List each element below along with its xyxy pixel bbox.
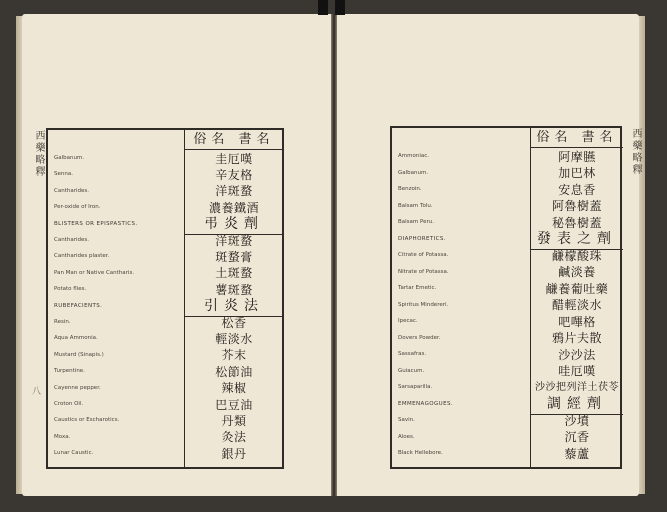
chinese-name: 醋輕淡水 [551, 298, 602, 312]
chinese-name: 鹻養葡吐藥 [545, 281, 609, 296]
english-name: EMMENAGOGUES. [398, 400, 454, 407]
chinese-name: 加巴林 [558, 166, 596, 180]
chinese-name: 安息香 [558, 182, 596, 197]
right-chinese-column [530, 128, 623, 467]
english-name: Lunar Caustic. [54, 450, 94, 457]
english-name: Cayenne pepper. [54, 384, 101, 391]
binding-clip-left [318, 0, 328, 15]
chinese-name: 濃養鐵酒 [208, 200, 259, 215]
english-name: Cantharides. [54, 237, 89, 243]
chinese-name: 吧嗶格 [558, 314, 596, 329]
english-name: Turpentine. [54, 368, 85, 375]
english-name: Nitrate of Potassa. [398, 268, 449, 275]
english-name: Moxa. [54, 433, 71, 440]
chinese-name: 圭厄嘆 [215, 151, 253, 166]
english-name: Per-oxide of Iron. [54, 204, 101, 211]
chinese-name: 阿摩臙 [558, 149, 596, 164]
english-name: Sarsaparilla. [398, 384, 433, 390]
chinese-name: 辛友格 [215, 167, 253, 182]
english-name: Cantharides plaster. [54, 253, 110, 260]
chinese-name: 洋斑蝥 [215, 184, 253, 199]
left-chinese-column [184, 130, 283, 467]
chinese-name: 引炎法 [185, 297, 283, 317]
chinese-name: 巴豆油 [215, 397, 253, 412]
left-table-header: 俗名 書名 [185, 130, 283, 150]
chinese-name: 松香 [221, 315, 247, 330]
english-name: Ammoniac. [398, 153, 429, 159]
english-name: Potato flies. [54, 286, 87, 293]
chinese-name: 輕淡水 [215, 331, 253, 346]
english-name: Aloes. [398, 433, 415, 440]
english-name: Tartar Emetic. [398, 285, 437, 291]
chinese-name: 秘魯樹蓋 [551, 215, 602, 230]
chinese-name: 土斑蝥 [215, 266, 253, 281]
chinese-name: 哇厄嘆 [558, 364, 596, 378]
chinese-name: 薯斑蝥 [215, 282, 253, 297]
english-name: Galbanum. [54, 155, 85, 161]
english-name: Cantharides. [54, 187, 89, 194]
chinese-name: 沙沙法 [558, 347, 596, 362]
chinese-name: 松節油 [215, 364, 253, 379]
english-name: Benzoin. [398, 186, 422, 192]
binding-clip-right [335, 0, 345, 15]
english-name: Resin. [54, 319, 71, 325]
english-name: Black Hellebore. [398, 450, 443, 456]
english-name: Croton Oil. [54, 401, 84, 407]
chinese-name: 調經劑 [531, 395, 623, 415]
chinese-name: 灸法 [221, 430, 247, 445]
english-name: Balsam Peru. [398, 219, 435, 225]
left-margin-title: 西藥略釋 [33, 130, 44, 178]
chinese-name: 斑蝥膏 [215, 249, 253, 264]
right-margin-title: 西藥略釋 [630, 128, 641, 176]
right-table [390, 126, 622, 469]
english-name: Balsam Tolu. [398, 202, 433, 209]
chinese-name: 鹹淡養 [558, 265, 596, 279]
english-name: Ipecac. [398, 318, 418, 324]
chinese-name: 沉香 [564, 430, 590, 444]
chinese-name: 阿魯樹蓋 [551, 199, 602, 213]
chinese-name: 沙沙把列洋土茯苓 [535, 381, 619, 393]
page-edge-right [639, 16, 645, 494]
chinese-name: 銀丹 [221, 446, 247, 461]
chinese-name: 藜蘆 [564, 446, 590, 461]
chinese-name: 芥末 [221, 348, 247, 363]
english-name: Citrate of Potassa. [398, 252, 449, 258]
chinese-name: 洋斑蝥 [215, 233, 253, 248]
chinese-name: 鴉片夫散 [551, 331, 602, 345]
chinese-name: 沙墳 [564, 413, 590, 428]
right-table-header: 俗名 書名 [531, 128, 623, 148]
chinese-name: 鹻檬酸珠 [551, 248, 602, 263]
english-name: Mustard (Sinapis.) [54, 351, 104, 358]
english-name: Guiacum. [398, 367, 425, 374]
english-name: Savin. [398, 417, 415, 423]
english-name: Caustics or Escharotics. [54, 417, 120, 424]
chinese-name: 發表之劑 [531, 230, 623, 250]
english-name: Pan Man or Native Cantharis. [54, 269, 135, 276]
english-name: Senna. [54, 171, 73, 178]
left-margin-mark: 八 [32, 387, 42, 397]
english-name: DIAPHORETICS. [398, 235, 446, 242]
english-name: Aqua Ammonia. [54, 335, 98, 342]
english-name: RUBEFACIENTS. [54, 302, 103, 309]
english-name: Galbanum. [398, 169, 429, 176]
chinese-name: 丹類 [221, 413, 247, 428]
chinese-name: 弔炎劑 [185, 215, 283, 235]
english-name: Sassafras. [398, 351, 427, 357]
english-name: Spiritus Mindereri. [398, 301, 449, 308]
left-table [46, 128, 284, 469]
chinese-name: 辣椒 [221, 381, 247, 396]
english-name: Dovers Powder. [398, 334, 441, 341]
english-name: BLISTERS OR EPISPASTICS. [54, 220, 138, 227]
